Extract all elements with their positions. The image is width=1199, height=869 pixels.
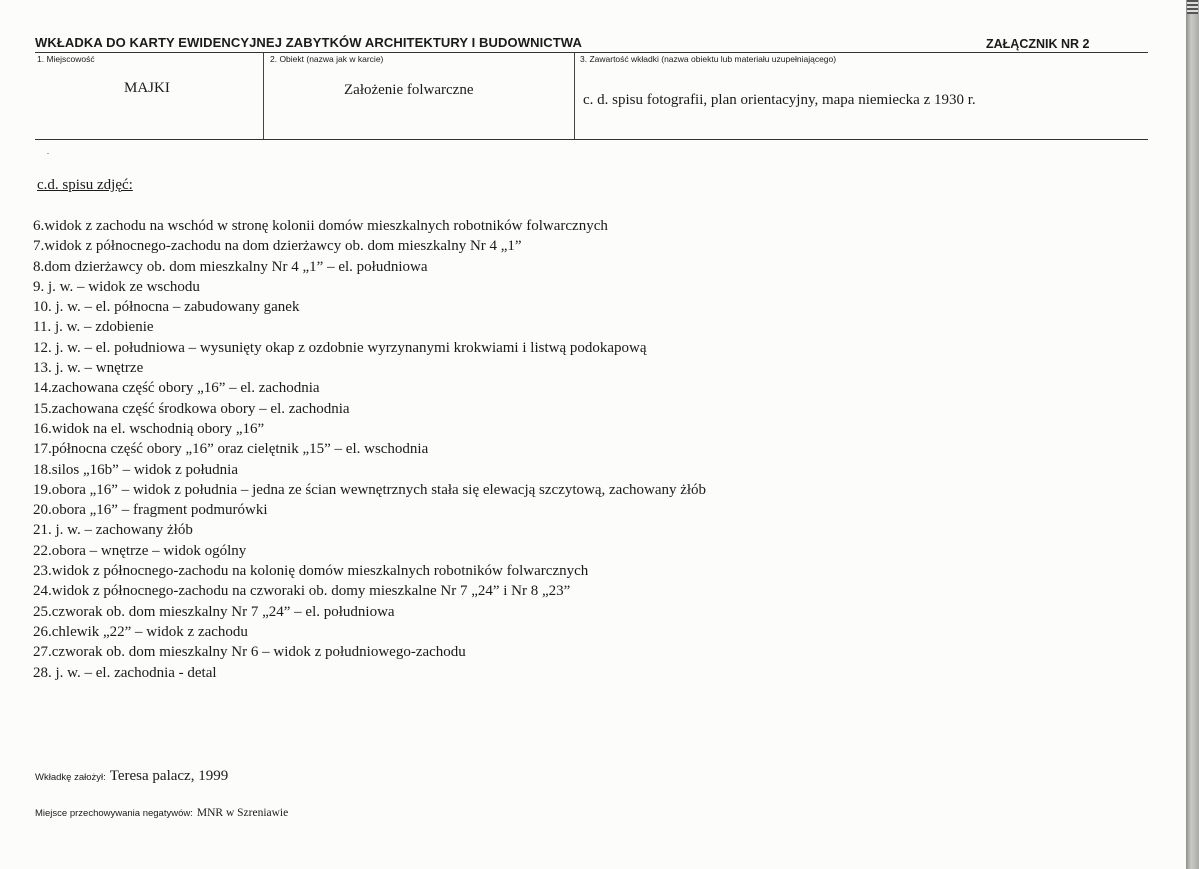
field-label-object: 2. Obiekt (nazwa jak w karcie) bbox=[270, 54, 384, 64]
list-item: 19.obora „16” – widok z południa – jedna ze ścian wewnętrznych stała się elewacją szczytową, zachowany żłób bbox=[33, 481, 707, 498]
field-divider-1 bbox=[263, 53, 264, 139]
author-label: Wkładkę założył: bbox=[35, 772, 106, 783]
author-value: Teresa palacz, 1999 bbox=[109, 768, 229, 784]
field-value-contents: c. d. spisu fotografii, plan orientacyjny, mapa niemiecka z 1930 r. bbox=[583, 92, 976, 108]
list-item: 17.północna część obory „16” oraz cielętnik „15” – el. wschodnia bbox=[33, 441, 429, 458]
list-item: 24.widok z północnego-zachodu na czworaki ob. domy mieszkalne Nr 7 „24” i Nr 8 „23” bbox=[33, 583, 571, 600]
section-heading: c.d. spisu zdjęć: bbox=[37, 177, 133, 193]
list-item: 16.widok na el. wschodnią obory „16” bbox=[33, 420, 265, 437]
scan-speck bbox=[47, 153, 49, 154]
list-item: 28. j. w. – el. zachodnia - detal bbox=[33, 664, 217, 681]
field-value-locality: MAJKI bbox=[124, 80, 170, 96]
footer-storage bbox=[35, 803, 288, 821]
list-item: 6.widok z zachodu na wschód w stronę kolonii domów mieszkalnych robotników folwarcznych bbox=[33, 218, 608, 234]
annex-number: ZAŁĄCZNIK NR 2 bbox=[986, 37, 1090, 51]
list-item: 7.widok z północnego-zachodu na dom dzierżawcy ob. dom mieszkalny Nr 4 „1” bbox=[33, 238, 522, 255]
scanner-edge-marker bbox=[1187, 0, 1198, 14]
list-item: 14.zachowana część obory „16” – el. zachodnia bbox=[33, 380, 320, 397]
list-item: 18.silos „16b” – widok z południa bbox=[33, 461, 238, 478]
field-divider-2 bbox=[574, 53, 575, 139]
field-label-contents: 3. Zawartość wkładki (nazwa obiektu lub materiału uzupełniającego) bbox=[580, 54, 837, 64]
list-item: 26.chlewik „22” – widok z zachodu bbox=[33, 623, 248, 640]
storage-value: MNR w Szreniawie bbox=[196, 807, 289, 819]
list-item: 22.obora – wnętrze – widok ogólny bbox=[33, 542, 247, 559]
header-rule bbox=[35, 52, 1148, 53]
footer-author bbox=[35, 767, 228, 785]
photo-list bbox=[33, 216, 706, 683]
form-title: WKŁADKA DO KARTY EWIDENCYJNEJ ZABYTKÓW ARCHITEKTURY I BUDOWNICTWA bbox=[35, 35, 582, 50]
storage-label: Miejsce przechowywania negatywów: bbox=[35, 808, 193, 819]
list-item: 23.widok z północnego-zachodu na kolonię domów mieszkalnych robotników folwarcznych bbox=[33, 563, 589, 580]
list-item: 8.dom dzierżawcy ob. dom mieszkalny Nr 4 „1” – el. południowa bbox=[33, 258, 428, 275]
list-item: 15.zachowana część środkowa obory – el. zachodnia bbox=[33, 400, 350, 417]
list-item: 21. j. w. – zachowany żłób bbox=[33, 522, 193, 539]
field-value-object: Założenie folwarczne bbox=[344, 82, 474, 98]
list-item: 12. j. w. – el. południowa – wysunięty okap z ozdobnie wyrzynanymi krokwiami i listwą podokapową bbox=[33, 339, 647, 356]
field-label-locality: 1. Miejscowość bbox=[37, 54, 95, 64]
scanner-edge bbox=[1186, 0, 1199, 869]
list-item: 11. j. w. – zdobienie bbox=[33, 319, 154, 336]
list-item: 10. j. w. – el. północna – zabudowany ganek bbox=[33, 299, 300, 316]
list-item: 13. j. w. – wnętrze bbox=[33, 360, 144, 377]
fields-bottom-rule bbox=[35, 139, 1148, 140]
list-item: 9. j. w. – widok ze wschodu bbox=[33, 278, 200, 295]
list-item: 25.czworak ob. dom mieszkalny Nr 7 „24” – el. południowa bbox=[33, 603, 395, 620]
list-item: 20.obora „16” – fragment podmurówki bbox=[33, 502, 268, 519]
list-item: 27.czworak ob. dom mieszkalny Nr 6 – widok z południowego-zachodu bbox=[33, 644, 466, 661]
